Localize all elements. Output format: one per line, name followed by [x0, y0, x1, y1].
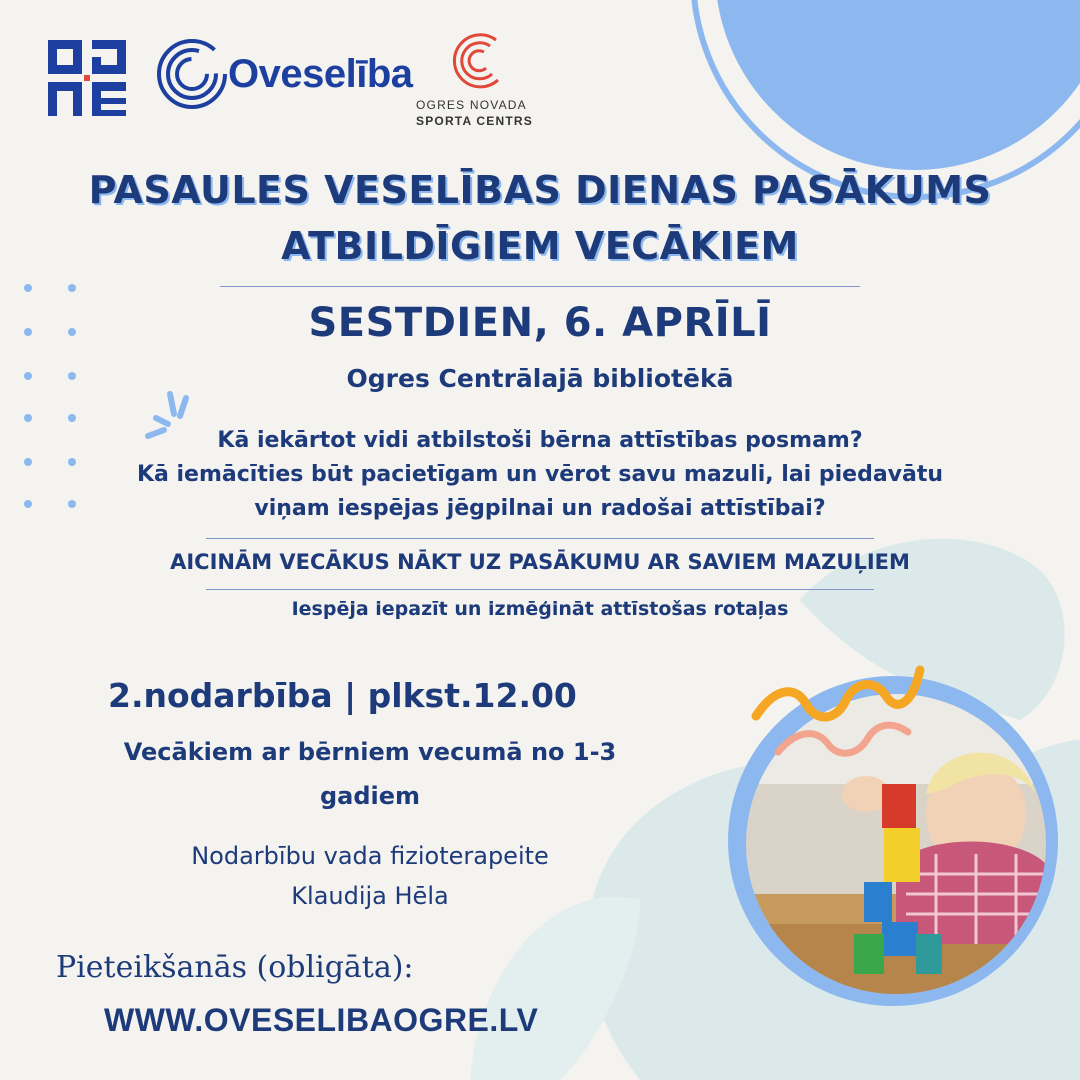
- age-line-2: gadiem: [319, 782, 421, 810]
- sports-centre-line1: OGRES NOVADA: [416, 98, 527, 112]
- leader-line-2: Klaudija Hēla: [291, 882, 449, 910]
- sports-centre-logo-icon: [446, 28, 506, 94]
- invite-divider: [206, 589, 874, 590]
- registration-label: Pieteikšanās (obligāta):: [56, 950, 414, 985]
- title-line-2: ATBILDĪGIEM VECĀKIEM: [281, 224, 799, 268]
- question-line-3: viņam iespējas jēgpilnai un radošai attīstībai?: [254, 496, 826, 521]
- question-line-1: Kā iekārtot vidi atbilstoši bērna attīstības posmam?: [217, 428, 863, 453]
- question-line-2: Kā iemācīties būt pacietīgam un vērot savu mazuli, lai piedavātu: [136, 462, 944, 487]
- chance-text: Iespēja iepazīt un izmēģināt attīstošas rotaļas: [291, 598, 789, 620]
- session-title: 2.nodarbība | plkst.12.00: [108, 676, 577, 715]
- event-venue: Ogres Centrālajā bibliotēkā: [346, 364, 734, 393]
- title-line-1: PASAULES VESELĪBAS DIENAS PASĀKUMS: [88, 168, 992, 212]
- title-divider: [220, 286, 860, 287]
- oveseliba-brand: Oveselība: [228, 52, 413, 96]
- squiggle-decoration: [748, 656, 928, 766]
- question-divider: [206, 538, 874, 539]
- registration-url-link[interactable]: WWW.OVESELIBAOGRE.LV: [104, 1002, 539, 1038]
- invite-text: AICINĀM VECĀKUS NĀKT UZ PASĀKUMU AR SAVIEM MAZUĻIEM: [170, 550, 910, 574]
- event-date: SESTDIEN, 6. APRĪLĪ: [308, 300, 772, 346]
- ogre-logo-icon: [48, 40, 128, 116]
- oveseliba-circle-icon: [156, 38, 228, 110]
- sports-centre-line2: SPORTA CENTRS: [416, 114, 533, 128]
- leader-line-1: Nodarbību vada fizioterapeite: [191, 842, 549, 870]
- age-line-1: Vecākiem ar bērniem vecumā no 1-3: [123, 738, 617, 766]
